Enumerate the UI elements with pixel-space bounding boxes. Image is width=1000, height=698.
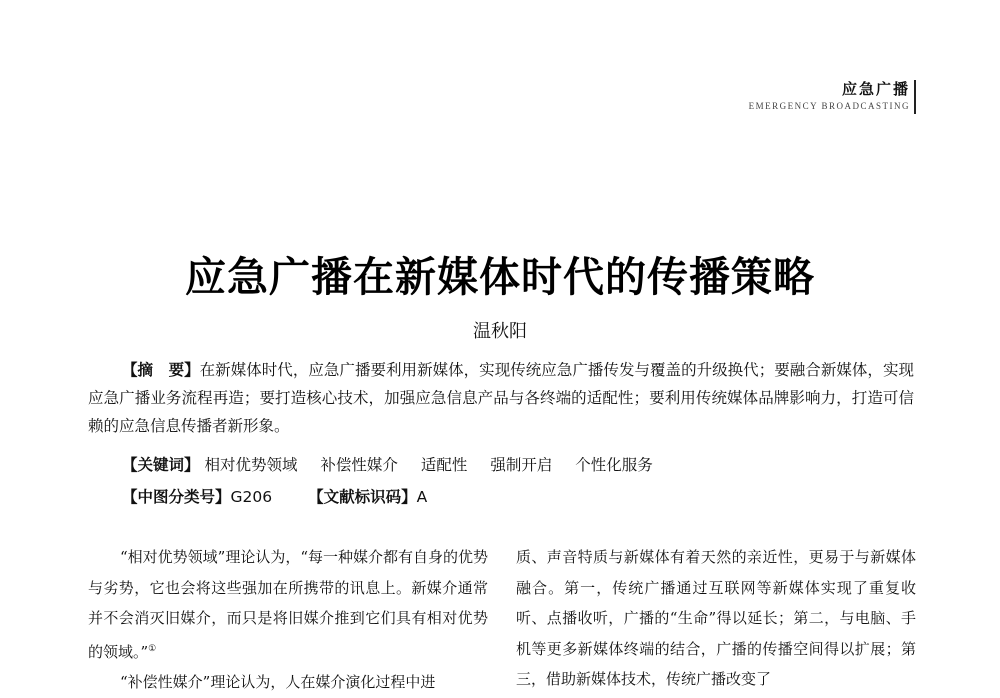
keyword-item: 适配性 (420, 456, 468, 474)
body-column-right (516, 542, 916, 695)
clc-label: 【中图分类号】 (122, 488, 231, 506)
keywords (88, 451, 914, 479)
abstract (88, 356, 914, 440)
abstract-label: 【摘 要】 (122, 361, 200, 379)
running-header (749, 78, 910, 111)
keyword-item: 补偿性媒介 (320, 456, 398, 474)
classification-line (88, 483, 914, 511)
keyword-item: 强制开启 (490, 456, 553, 474)
article-title: 应急广播在新媒体时代的传播策略 (185, 253, 815, 301)
body-paragraph (88, 542, 488, 667)
body-paragraph: “补偿性媒介”理论认为，人在媒介演化过程中进 (120, 673, 436, 691)
author-name: 温秋阳 (473, 321, 527, 342)
section-title-english: EMERGENCY BROADCASTING (748, 101, 910, 111)
doc-code-label: 【文献标识码】 (308, 488, 417, 506)
section-title: 应急广播 (841, 80, 910, 98)
header-divider (914, 80, 916, 114)
paragraph-text: “相对优势领域”理论认为，“每一种媒介都有自身的优势与劣势，它也会将这些强加在所携带的讯息上。新媒介通常并不会消灭旧媒介，而只是将旧媒介推到它们具有相对优势的领域。” (88, 548, 489, 661)
body-paragraph: 质、声音特质与新媒体有着天然的亲近性，更易于与新媒体融合。第一，传统广播通过互联网等新媒体实现了重复收听、点播收听，广播的“生命”得以延长；第二，与电脑、手机等更多新媒体终端的结合，广播的传播空间得以扩展；第三，借助新媒体技术，传统广播改变了 (516, 548, 916, 688)
footnote-marker[interactable]: ① (148, 643, 157, 654)
doc-code-value: A (416, 488, 428, 506)
body-column-left (88, 542, 488, 698)
keyword-item: 相对优势领域 (204, 456, 298, 474)
keyword-item: 个性化服务 (575, 456, 653, 474)
keywords-label: 【关键词】 (122, 456, 200, 474)
clc-value: G206 (230, 488, 273, 506)
abstract-text: 在新媒体时代，应急广播要利用新媒体，实现传统应急广播传发与覆盖的升级换代；要融合新媒体，实现应急广播业务流程再造；要打造核心技术，加强应急信息产品与各终端的适配性；要利用传统媒体品牌影响力，打造可信赖的应急信息传播者新形象。 (88, 361, 914, 435)
